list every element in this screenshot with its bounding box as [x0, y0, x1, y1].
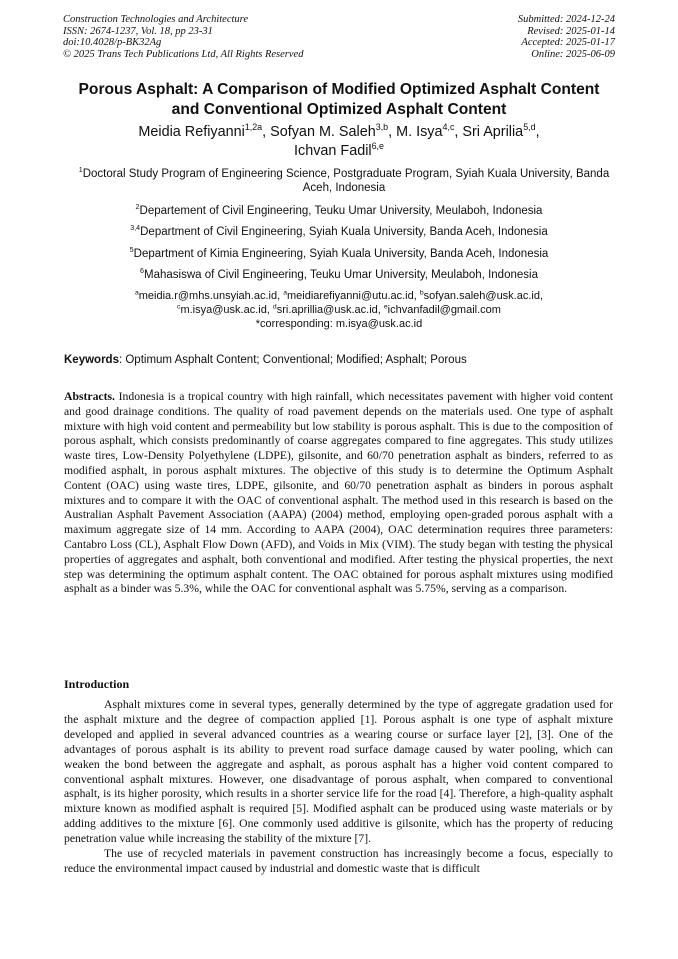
email-line-2: $^c$m.isya@usk.ac.id, $^d$sri.aprillia@usk.ac.id, $^e$ichvanfadil@gmail.com: [177, 303, 501, 316]
keywords-text: : Optimum Asphalt Content; Conventional; Modified; Asphalt; Porous: [118, 354, 467, 366]
author: M. Isya$^{4,c}$,: [396, 122, 463, 140]
email-link[interactable]: sri.aprillia@usk.ac.id,: [276, 303, 384, 316]
corresponding-author: *corresponding: m.isya@usk.ac.id: [255, 317, 423, 330]
journal-info: [63, 14, 393, 60]
date-accepted: Accepted: 2025-01-17: [521, 37, 615, 48]
email-line-1: $^a$meidia.r@mhs.unsyiah.ac.id, $^a$meidiarefiyanni@utu.ac.id, $^b$sofyan.saleh@usk.ac.id,: [134, 289, 544, 302]
journal-name: Construction Technologies and Architecture: [63, 14, 249, 25]
affiliation-2: $^2$Departement of Civil Engineering, Teuku Umar University, Meulaboh, Indonesia: [135, 203, 543, 217]
journal-issn: ISSN: 2674-1237, Vol. 18, pp 23-31: [63, 25, 213, 37]
paper-title-line-1: Porous Asphalt: A Comparison of Modified Optimized Asphalt Content: [78, 81, 600, 98]
paper-title-line-2: and Conventional Optimized Asphalt Content: [171, 100, 507, 118]
author: Ichvan Fadil$^{6,e}$: [294, 140, 384, 159]
publication-dates: [355, 14, 615, 60]
keywords-label: Keywords: [64, 354, 119, 366]
keywords: [64, 353, 614, 367]
introduction-body: [64, 698, 613, 877]
author: Sri Aprilia$^{5,d}$,: [462, 122, 540, 140]
affiliation-4: $^5$Department of Kimia Engineering, Syiah Kuala University, Banda Aceh, Indonesia: [129, 246, 549, 260]
date-online: Online: 2025-06-09: [531, 48, 615, 60]
paragraph: The use of recycled materials in pavement construction has increasingly become a focus, especially to reduce the environmental impact caused by industrial and domestic waste that is difficult: [64, 847, 613, 875]
abstract-text: Indonesia is a tropical country with high rainfall, which necessitates pavement with higher void content and good drainage conditions. The quality of road pavement depends on the materials used. One type of asphalt mixture with high void content and permeability but low stability is porous asphalt. This is due to the composition of porous asphalt, which consists predominantly of coarse aggregates compared to fine aggregates. This study utilizes waste tires, Low-Density Polyethylene (LDPE), gilsonite, and 60/70 penetration asphalt as binders, referred to as modified asphalt, in porous asphalt mixtures. The objective of this study is to determine the Optimum Asphalt Content (OAC) using waste tires, LDPE, gilsonite, and 60/70 penetration asphalt as binders in porous asphalt mixtures and to compare it with the OAC of conventional asphalt. The method used in this research is based on the Australian Asphalt Pavement Association (AAPA) (2004) method, employing open-graded porous asphalt with a maximum aggregate size of 14 mm. According to AAPA (2004), OAC determination requires three parameters: Cantabro Loss (CL), Asphalt Flow Down (AFD), and Voids in Mix (VIM). The study began with testing the physical properties of aggregates and asphalt, both conventional and modified. After testing the physical properties, the next step was determining the optimum asphalt content. The OAC obtained for porous asphalt mixtures using modified asphalt as a binder was 5.3%, while the OAC for conventional asphalt was 5.75%, serving as a comparison.: [64, 390, 613, 596]
affiliation-5: $^6$Mahasiswa of Civil Engineering, Teuku Umar University, Meulaboh, Indonesia: [140, 267, 538, 281]
date-submitted: Submitted: 2024-12-24: [517, 14, 615, 25]
email-link[interactable]: m.isya@usk.ac.id,: [180, 303, 273, 316]
journal-copyright: © 2025 Trans Tech Publications Ltd, All Rights Reserved: [63, 48, 304, 60]
author: Sofyan M. Saleh$^{3,b}$,: [270, 122, 397, 140]
email-link[interactable]: meidiarefiyanni@utu.ac.id,: [287, 290, 420, 302]
affiliation-1: $^1$Doctoral Study Program of Engineering Science, Postgraduate Program, Syiah Kuala University, Banda Aceh, Indonesia: [78, 166, 610, 194]
date-revised: Revised: 2025-01-14: [527, 25, 615, 37]
journal-doi[interactable]: doi:10.4028/p-BK32Ag: [63, 37, 162, 48]
author: Meidia Refiyanni$^{1,2a}$,: [138, 122, 271, 140]
email-link[interactable]: meidia.r@mhs.unsyiah.ac.id,: [138, 290, 284, 302]
email-link[interactable]: ichvanfadil@gmail.com: [387, 303, 501, 316]
email-link[interactable]: sofyan.saleh@usk.ac.id,: [423, 290, 544, 302]
author-emails: [60, 290, 618, 331]
affiliation-3: $^{3,4}$Department of Civil Engineering, Syiah Kuala University, Banda Aceh, Indonesia: [130, 224, 548, 238]
section-heading-introduction: Introduction: [64, 677, 130, 691]
paper-title: [50, 80, 628, 119]
paragraph: Asphalt mixtures come in several types, generally determined by the type of aggregate gradation used for the asphalt mixture and the degree of compaction applied [1]. Porous asphalt is one type of asphalt mixture developed and applied in several advanced countries as a wearing course or surface layer [2], [3]. One of the advantages of porous asphalt is its ability to prevent road surface damage caused by water pooling, which can weaken the bond between the aggregate and asphalt, as porous asphalt has a higher void content compared to conventional asphalt mixtures. However, one disadvantage of porous asphalt, when compared to conventional asphalt, is its higher porosity, which results in a shorter service life for the road [4]. Therefore, a high-quality asphalt mixture known as modified asphalt is required [5]. Modified asphalt can be produced using waste materials or by adding additives to the mixture [6]. One commonly used additive is gilsonite, which has the property of reducing penetration value while increasing the stability of the mixture [7].: [64, 698, 613, 846]
abstract-label: Abstracts.: [64, 390, 115, 403]
author-list: [60, 123, 618, 160]
abstract: [64, 390, 613, 597]
